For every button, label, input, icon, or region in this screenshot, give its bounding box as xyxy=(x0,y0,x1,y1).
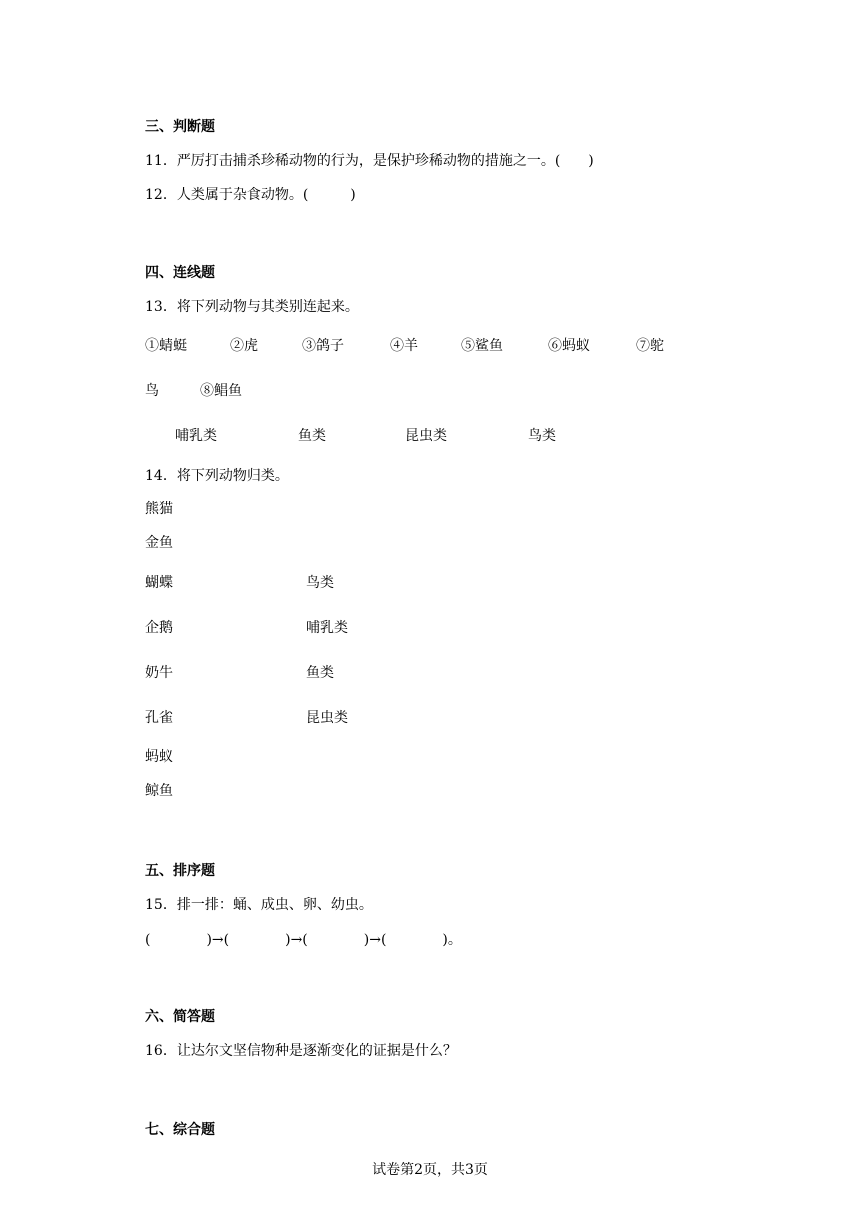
question-11: 11．严厉打击捕杀珍稀动物的行为，是保护珍稀动物的措施之一。( ) xyxy=(145,153,594,169)
q14-animal: 蝴蝶 xyxy=(145,575,173,591)
question-15: 15．排一排：蛹、成虫、卵、幼虫。 xyxy=(145,897,373,913)
section-heading-matching: 四、连线题 xyxy=(145,265,215,281)
q14-category: 昆虫类 xyxy=(306,710,348,726)
q13-animal: ⑧鲳鱼 xyxy=(200,383,242,399)
q14-category: 鱼类 xyxy=(306,665,334,681)
q13-animal: ④羊 xyxy=(390,338,418,354)
page-footer: 试卷第2页，共3页 xyxy=(372,1162,488,1178)
question-12: 12．人类属于杂食动物。( ) xyxy=(145,187,356,203)
q13-animal: ③鸽子 xyxy=(302,338,344,354)
section-heading-judgement: 三、判断题 xyxy=(145,119,215,135)
q13-category: 昆虫类 xyxy=(405,428,447,444)
q14-animal: 鲸鱼 xyxy=(145,783,173,799)
question-16: 16．让达尔文坚信物种是逐渐变化的证据是什么？ xyxy=(145,1043,457,1059)
q13-animal: ①蜻蜓 xyxy=(145,338,187,354)
q13-animal: ②虎 xyxy=(230,338,258,354)
question-14: 14．将下列动物归类。 xyxy=(145,468,289,484)
q13-animal: ⑥蚂蚁 xyxy=(548,338,590,354)
q14-animal: 奶牛 xyxy=(145,665,173,681)
q14-category: 哺乳类 xyxy=(306,620,348,636)
q14-animal: 孔雀 xyxy=(145,710,173,726)
q15-answer-blanks: ( )→( )→( )→( )。 xyxy=(145,932,462,948)
q13-category: 鸟类 xyxy=(528,428,556,444)
q14-category: 鸟类 xyxy=(306,575,334,591)
section-heading-comprehensive: 七、综合题 xyxy=(145,1122,215,1138)
q13-animal: ⑦鸵 xyxy=(636,338,664,354)
q14-animal: 熊猫 xyxy=(145,501,173,517)
question-13: 13．将下列动物与其类别连起来。 xyxy=(145,299,359,315)
q14-animal: 企鹅 xyxy=(145,620,173,636)
q13-category: 鱼类 xyxy=(298,428,326,444)
q13-animal-wrap: 鸟 xyxy=(145,383,159,399)
q13-category: 哺乳类 xyxy=(175,428,217,444)
q14-animal: 金鱼 xyxy=(145,535,173,551)
section-heading-ordering: 五、排序题 xyxy=(145,863,215,879)
q13-animal: ⑤鲨鱼 xyxy=(461,338,503,354)
section-heading-short-answer: 六、简答题 xyxy=(145,1009,215,1025)
q14-animal: 蚂蚁 xyxy=(145,749,173,765)
